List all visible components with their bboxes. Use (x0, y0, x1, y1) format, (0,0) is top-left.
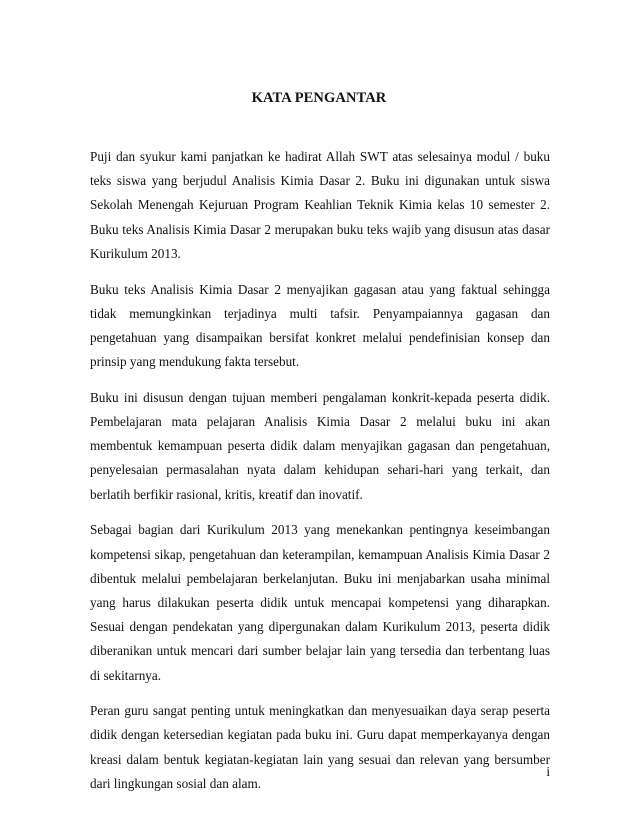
page-title: KATA PENGANTAR (251, 90, 387, 106)
paragraph-2: Buku teks Analisis Kimia Dasar 2 menyajikan gagasan atau yang faktual sehingga tidak memungkinkan terjadinya multi tafsir. Penyampaiannya gagasan dan pengetahuan yang disampaikan bersifat konkret melalui pendefinisian konsep dan prinsip yang mendukung fakta tersebut. (90, 281, 550, 370)
paragraph-4: Sebagai bagian dari Kurikulum 2013 yang menekankan pentingnya keseimbangan kompetensi sikap, pengetahuan dan keterampilan, kemampuan Analisis Kimia Dasar 2 dibentuk melalui pembelajaran berkelanjutan. Buku ini menjabarkan usaha minimal yang harus dilakukan peserta didik untuk mencapai kompetensi yang diharapkan. Sesuai dengan pendekatan yang dipergunakan dalam Kurikulum 2013, peserta didik diberanikan untuk mencari dari sumber belajar lain yang tersedia dan terbentang luas di sekitarnya. (90, 522, 550, 683)
document-body (90, 145, 550, 808)
paragraph-1: Puji dan syukur kami panjatkan ke hadirat Allah SWT atas selesainya modul / buku teks siswa yang berjudul Analisis Kimia Dasar 2. Buku ini digunakan untuk siswa Sekolah Menengah Kejuruan Program Keahlian Teknik Kimia kelas 10 semester 2. Buku teks Analisis Kimia Dasar 2 merupakan buku teks wajib yang disusun atas dasar Kurikulum 2013. (90, 149, 550, 261)
page-number: i (546, 764, 550, 779)
paragraph-3: Buku ini disusun dengan tujuan memberi pengalaman konkrit-kepada peserta didik. Pembelajaran mata pelajaran Analisis Kimia Dasar 2 melalui buku ini akan membentuk kemampuan peserta didik dalam menyajikan gagasan dan pengetahuan, penyelesaian permasalahan nyata dalam kehidupan sehari-hari yang terkait, dan berlatih berfikir rasional, kritis, kreatif dan inovatif. (90, 389, 550, 502)
paragraph-5: Peran guru sangat penting untuk meningkatkan dan menyesuaikan daya serap peserta didik dengan ketersedian kegiatan pada buku ini. Guru dapat memperkayanya dengan kreasi dalam bentuk kegiatan-kegiatan lain yang sesuai dan relevan yang bersumber dari lingkungan sosial dan alam. (90, 703, 550, 791)
